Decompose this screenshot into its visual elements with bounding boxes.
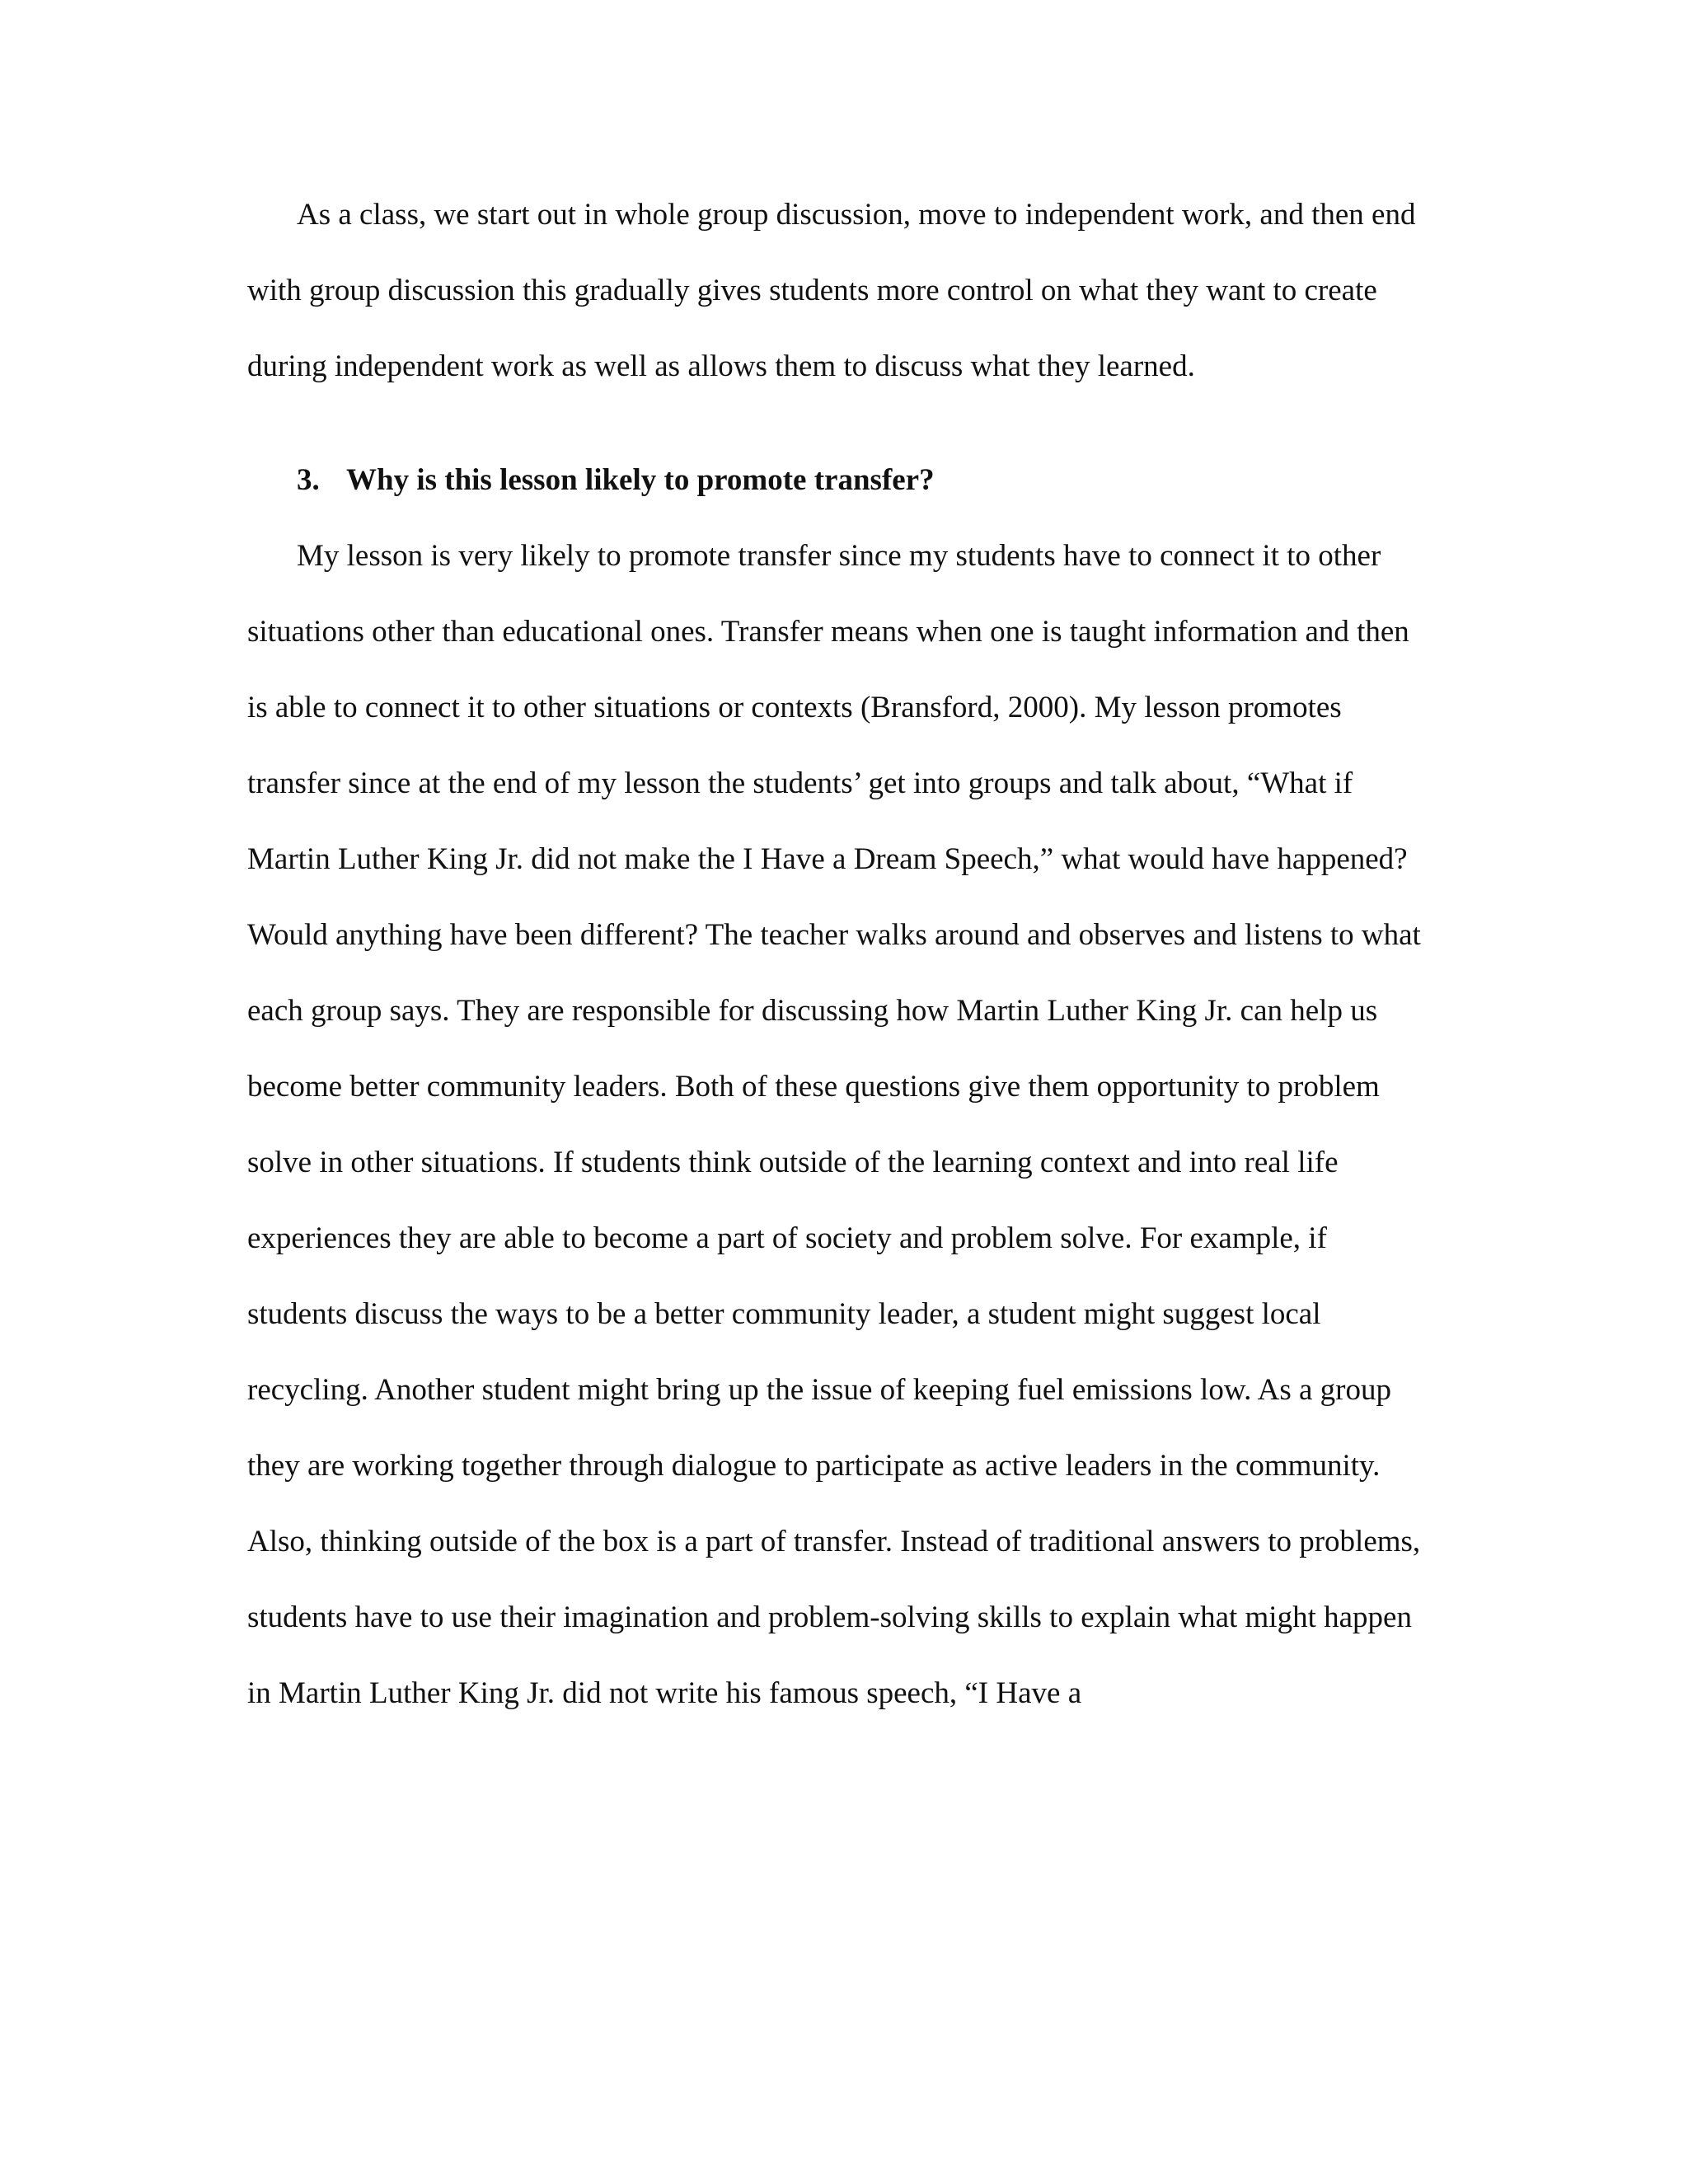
section-heading-transfer	[247, 443, 1434, 518]
section-heading-text: Why is this lesson likely to promote transfer?	[346, 463, 935, 497]
paragraph-promote-transfer: My lesson is very likely to promote transfer since my students have to connect it to other situations other than educational ones. Transfer means when one is taught information and then is able to connect it to other situations or contexts (Bransford, 2000). My lesson promotes transfer since at the end of my lesson the students’ get into groups and talk about, “What if Martin Luther King Jr. did not make the I Have a Dream Speech,” what would have happened? Would anything have been different? The teacher walks around and observes and listens to what each group says. They are responsible for discussing how Martin Luther King Jr. can help us become better community leaders. Both of these questions give them opportunity to problem solve in other situations. If students think outside of the learning context and into real life experiences they are able to become a part of society and problem solve. For example, if students discuss the ways to be a better community leader, a student might suggest local recycling. Another student might bring up the issue of keeping fuel emissions low. As a group they are working together through dialogue to participate as active leaders in the community. Also, thinking outside of the box is a part of transfer. Instead of traditional answers to problems, students have to use their imagination and problem-solving skills to explain what might happen in Martin Luther King Jr. did not write his famous speech, “I Have a	[247, 539, 1421, 1710]
section-number: 3.	[297, 463, 320, 497]
document-body	[247, 177, 1434, 1732]
paragraph-whole-group-discussion: As a class, we start out in whole group discussion, move to independent work, and then end with group discussion this gradually gives students more control on what they want to create during independent work as well as allows them to discuss what they learned.	[247, 198, 1416, 383]
